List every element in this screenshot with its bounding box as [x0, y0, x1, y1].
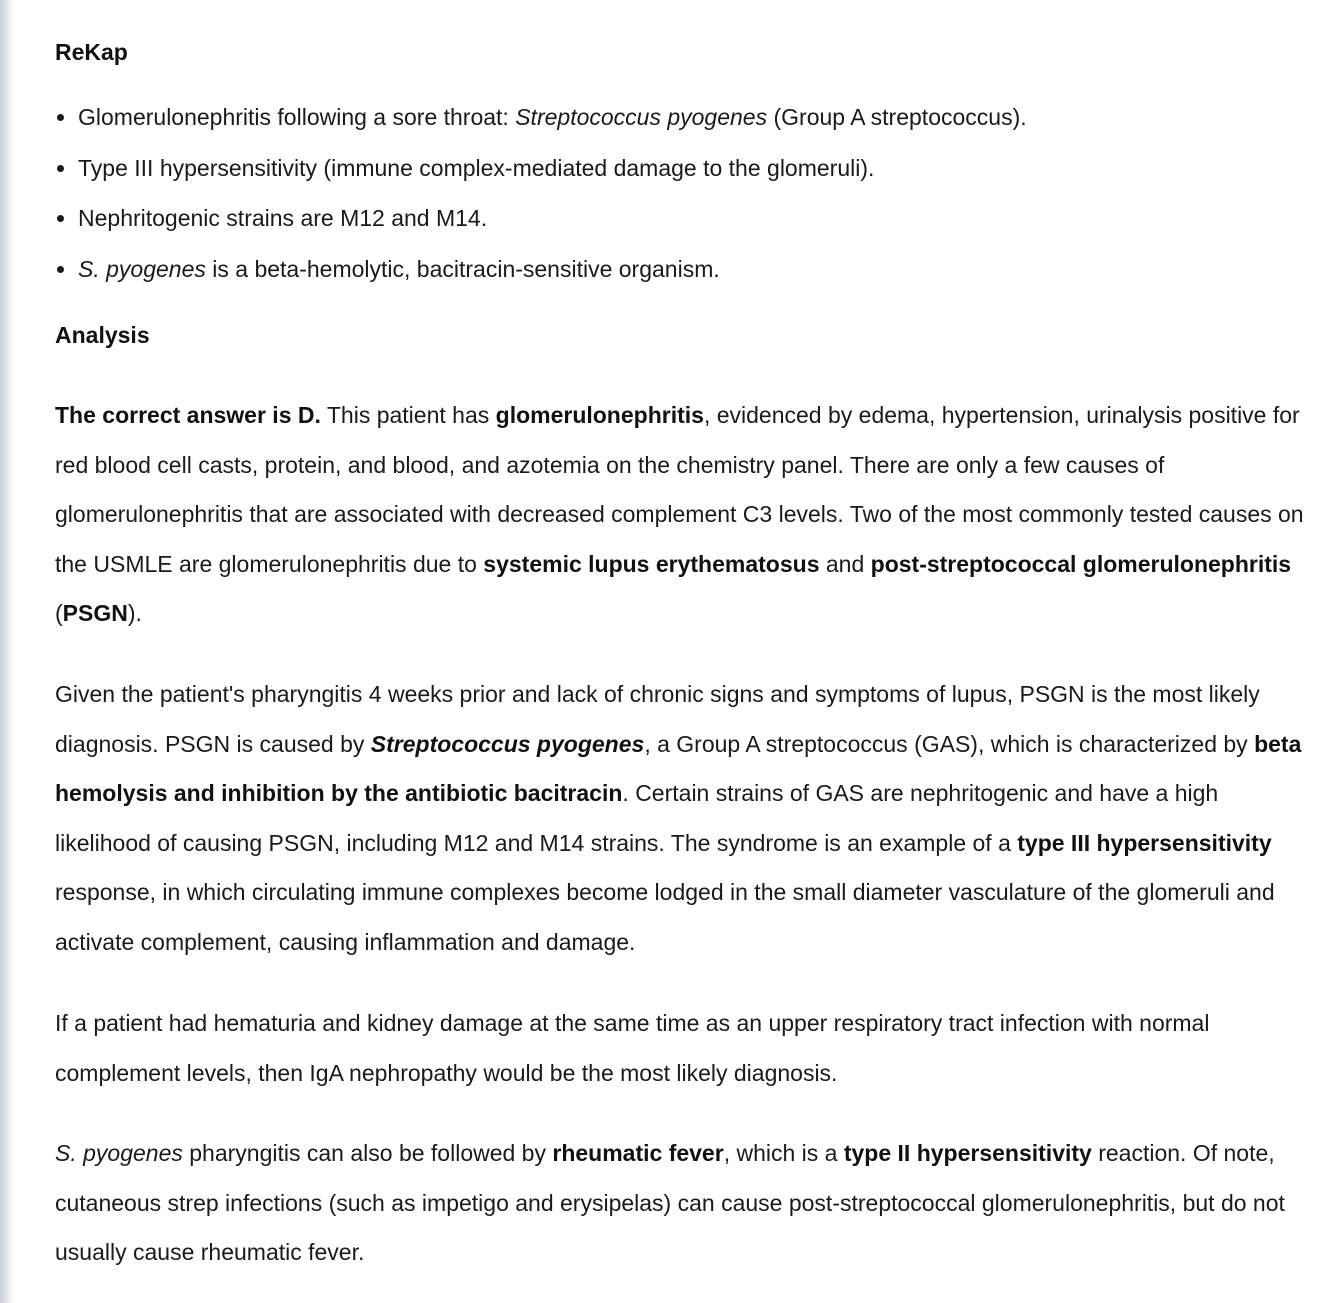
p3-text: If a patient had hematuria and kidney damage at the same time as an upper respiratory tract infection with normal complement levels, then IgA nephropathy would be the most likely diagnosis.: [55, 1010, 1210, 1086]
p4-text-4: , which is a: [723, 1140, 844, 1166]
p1-text-8: (: [55, 600, 63, 627]
bullet-2-text: Type III hypersensitivity (immune complex-mediated damage to the glomeruli).: [78, 154, 875, 181]
rekap-bullet-2: [55, 152, 1027, 184]
rekap-bullet-3: [55, 202, 1027, 234]
analysis-paragraph-3: [55, 999, 1310, 1098]
bullet-1-text-c: (Group A streptococcus).: [767, 104, 1027, 130]
analysis-heading: Analysis: [55, 322, 150, 348]
p2-text-5: . Certain strains of GAS are nephritogenic and have a high likelihood of causing PSGN, including M12 and M14 strains. The syndrome is an example of a: [55, 780, 1219, 856]
p2-text-7: response, in which circulating immune complexes become lodged in the small diameter vasculature of the glomeruli and activate complement, causing inflammation and damage.: [55, 879, 1275, 955]
p2-text-3: , a Group A streptococcus (GAS), which is characterized by: [644, 730, 1255, 757]
bullet-1-text-a: Glomerulonephritis following a sore throat:: [78, 104, 516, 130]
bullet-3-text: Nephritogenic strains are M12 and M14.: [78, 205, 488, 231]
analysis-paragraph-2: [55, 670, 1310, 968]
p1-text-2: This patient has: [320, 402, 496, 428]
correct-answer-statement: The correct answer is D.: [55, 402, 321, 428]
p4-text-2: pharyngitis can also be followed by: [182, 1140, 553, 1166]
rekap-bullet-1: [55, 101, 1027, 133]
bullet-4-organism: S. pyogenes: [78, 255, 206, 282]
p1-bold-psgn-full: post-streptococcal glomerulonephritis: [870, 550, 1292, 577]
p1-text-6: and: [819, 550, 871, 577]
p2-bold-type-iii: type III hypersensitivity: [1017, 829, 1272, 856]
window-left-edge: [0, 0, 14, 1303]
p1-bold-glomerulonephritis: glomerulonephritis: [495, 402, 704, 428]
p4-bold-type-ii: type II hypersensitivity: [843, 1140, 1092, 1166]
p4-organism: S. pyogenes: [55, 1140, 183, 1166]
p4-bold-rheumatic-fever: rheumatic fever: [552, 1140, 724, 1166]
p1-bold-psgn: PSGN: [62, 600, 128, 627]
p2-organism: Streptococcus pyogenes: [370, 730, 645, 757]
bullet-4-text: is a beta-hemolytic, bacitracin-sensitive organism.: [205, 255, 720, 282]
p4-text-6: reaction. Of note, cutaneous strep infections (such as impetigo and erysipelas) can cause post-streptococcal glomerulonephritis, but do not usually cause rheumatic fever.: [55, 1140, 1285, 1266]
p2-text-1: Given the patient's pharyngitis 4 weeks prior and lack of chronic signs and symptoms of lupus, PSGN is the most likely diagnosis. PSGN is caused by: [55, 681, 1260, 757]
bullet-1-organism: Streptococcus pyogenes: [515, 104, 768, 130]
rekap-bullet-list: [55, 101, 1027, 303]
rekap-heading: ReKap: [55, 39, 128, 65]
p2-bold-beta-hemolysis: beta hemolysis and inhibition by the antibiotic bacitracin: [55, 730, 1302, 807]
analysis-paragraph-4: [55, 1129, 1310, 1278]
rekap-bullet-4: [55, 253, 1027, 285]
analysis-paragraph-1: [55, 391, 1310, 639]
p1-bold-sle: systemic lupus erythematosus: [483, 550, 820, 577]
p1-text-10: ).: [127, 600, 142, 627]
p1-text-4: , evidenced by edema, hypertension, urinalysis positive for red blood cell casts, protein, and blood, and azotemia on the chemistry panel. There are only a few causes of glomerulonephritis that are associated with decreased complement C3 levels. Two of the most commonly tested causes on the USMLE are glomerulonephritis due to: [55, 402, 1304, 577]
